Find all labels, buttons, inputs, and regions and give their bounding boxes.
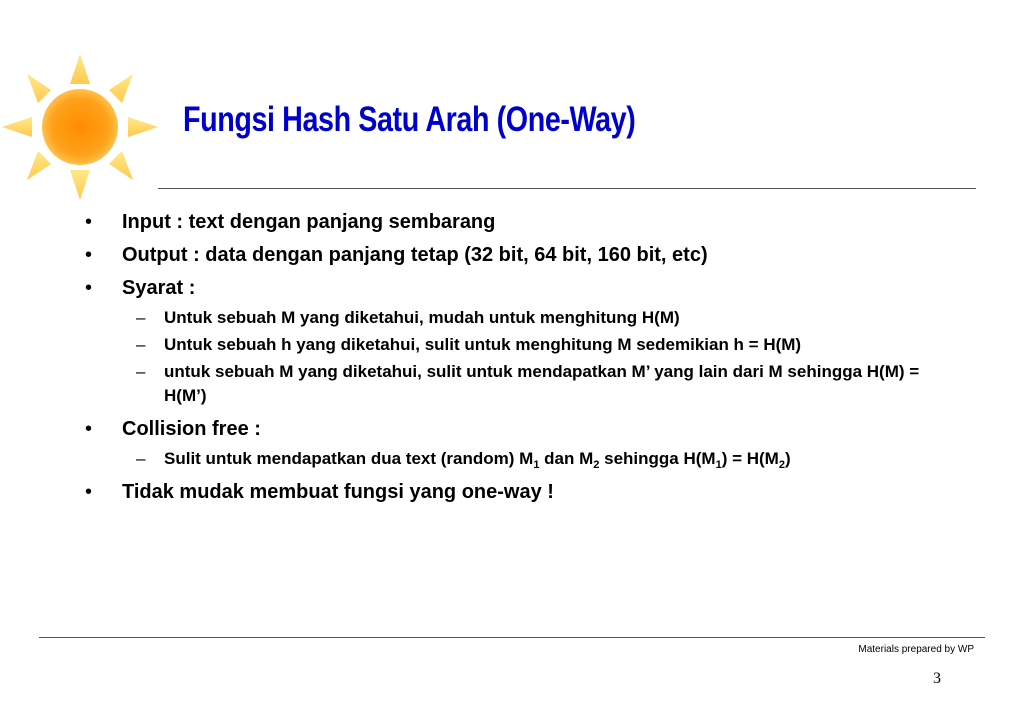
bullet-text: Input : text dengan panjang sembarang bbox=[122, 211, 496, 233]
footer-divider bbox=[39, 637, 985, 638]
sub-bullet-text: Untuk sebuah M yang diketahui, mudah untuk menghitung H(M) bbox=[164, 308, 680, 327]
sub-bullet-mark: – bbox=[136, 362, 146, 381]
page-number: 3 bbox=[933, 670, 941, 687]
slide-title: Fungsi Hash Satu Arah (One-Way) bbox=[183, 100, 636, 139]
sub-bullet-item bbox=[122, 333, 944, 357]
sub-bullet-text: Sulit untuk mendapatkan dua text (random) $M_1$ dan $M_2$ sehingga $H(M_1) = H(M_2)$ bbox=[164, 449, 791, 471]
bullet-mark: • bbox=[85, 418, 93, 440]
bullet-item bbox=[80, 243, 960, 267]
bullet-item bbox=[80, 210, 960, 234]
sub-bullet-list bbox=[122, 447, 960, 471]
sub-bullet-text: untuk sebuah M yang diketahui, sulit untuk mendapatkan M’ yang lain dari M sehingga H(M) = H(M’) bbox=[164, 362, 920, 405]
bullet-mark: • bbox=[85, 244, 93, 266]
bullet-mark: • bbox=[85, 211, 93, 233]
bullet-mark: • bbox=[85, 481, 93, 503]
bullet-item bbox=[80, 276, 960, 408]
sub-bullet-mark: – bbox=[136, 308, 146, 327]
bullet-list bbox=[80, 210, 960, 513]
sub-bullet-item bbox=[122, 360, 944, 408]
sub-bullet-mark: – bbox=[136, 335, 146, 354]
bullet-text: Syarat : bbox=[122, 277, 196, 299]
sub-bullet-item bbox=[122, 306, 944, 330]
bullet-text: Tidak mudak membuat fungsi yang one-way ! bbox=[122, 481, 554, 503]
bullet-item bbox=[80, 480, 960, 504]
bullet-item bbox=[80, 417, 960, 471]
bullet-text: Output : data dengan panjang tetap (32 bit, 64 bit, 160 bit, etc) bbox=[122, 244, 708, 266]
footer-credit: Materials prepared by WP bbox=[858, 644, 974, 655]
title-divider bbox=[158, 188, 976, 189]
bullet-mark: • bbox=[85, 277, 93, 299]
sub-bullet-list bbox=[122, 306, 960, 408]
bullet-text: Collision free : bbox=[122, 418, 261, 440]
sub-bullet-mark: – bbox=[136, 449, 146, 468]
sub-bullet-text: Untuk sebuah h yang diketahui, sulit untuk menghitung M sedemikian h = H(M) bbox=[164, 335, 802, 354]
sun-decoration-icon bbox=[0, 52, 160, 202]
sub-bullet-item bbox=[122, 447, 984, 471]
